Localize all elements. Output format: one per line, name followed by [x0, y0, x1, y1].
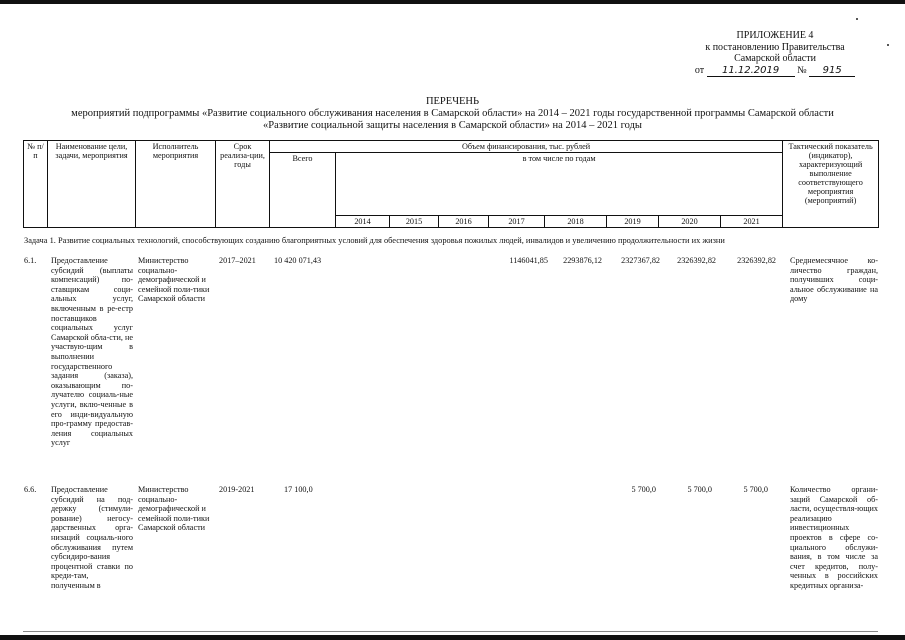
scan-top-edge: [0, 0, 905, 4]
row-executor: Министерство социально-демографической и семейной поли-тики Самарской области: [138, 485, 210, 533]
col-header-by-years: в том числе по годам: [336, 153, 783, 216]
appendix-resolution: к постановлению Правительства: [705, 41, 845, 53]
row-value-2020: 5 700,0: [687, 485, 712, 494]
col-header-name: Наименование цели, задачи, мероприятия: [48, 141, 136, 228]
col-header-no: № п/п: [24, 141, 48, 228]
appendix-region: Самарской области: [734, 53, 816, 64]
col-header-year: 2016: [439, 216, 489, 228]
col-header-term: Срок реализа-ции, годы: [216, 141, 270, 228]
row-indicator: Среднемесячное ко-личество граждан, получивших соци-альное обслуживание на дому: [790, 256, 878, 304]
table-header: [23, 140, 879, 228]
appendix-date-line: от 11.12.2019 № 915: [655, 65, 895, 78]
heading-title: ПЕРЕЧЕНЬ: [425, 96, 480, 107]
row-value-2021: 2326392,82: [737, 256, 776, 265]
col-header-year: 2021: [721, 216, 783, 228]
row-total: 10 420 071,43: [274, 256, 322, 265]
document-heading: [0, 96, 905, 132]
col-header-executor: Исполнитель мероприятия: [136, 141, 216, 228]
row-term: 2017–2021: [219, 256, 256, 265]
appendix-number: 915: [809, 65, 855, 78]
heading-line-2: мероприятий подпрограммы «Развитие социального обслуживания населения в Самарской области» на 2014 – 2021 годы государственной программы Самарской области: [71, 108, 834, 119]
row-value-2018: 2293876,12: [563, 256, 602, 265]
appendix-date: 11.12.2019: [707, 65, 795, 78]
col-header-year: 2014: [336, 216, 390, 228]
page-bottom-rule: [23, 631, 878, 632]
heading-line-3: «Развитие социальной защиты населения в Самарской области» на 2014 – 2021 годы: [263, 120, 642, 131]
col-header-year: 2015: [390, 216, 439, 228]
col-header-total: Всего: [270, 153, 336, 228]
row-number: 6.1.: [24, 256, 37, 265]
row-total: 17 100,0: [284, 485, 313, 494]
col-header-volume: Объем финансирования, тыс. рублей: [270, 141, 783, 153]
col-header-year: 2019: [607, 216, 659, 228]
row-executor: Министерство социально-демографической и семейной поли-тики Самарской области: [138, 256, 210, 304]
row-value-2017: 1146041,85: [509, 256, 548, 265]
row-value-2019: 5 700,0: [631, 485, 656, 494]
row-value-2019: 2327367,82: [621, 256, 660, 265]
row-term: 2019-2021: [219, 485, 255, 494]
col-header-year: 2018: [545, 216, 607, 228]
row-number: 6.6.: [24, 485, 37, 494]
scan-bottom-edge: [0, 635, 905, 640]
task-heading: Задача 1. Развитие социальных технологий, способствующих созданию благоприятных условий для обеспечения здоровья пожилых людей, инвалидов и увеличению продолжительности их жизни: [24, 236, 725, 245]
row-indicator: Количество органи-заций Самарской об-ласти, осуществля-ющих реализацию инвестиционных проектов в сфере со-циального обслужи-вания, в том числе за счет кредитов, полу-ченных в российских кредитных организа-: [790, 485, 878, 590]
scan-speck: [856, 18, 858, 20]
row-value-2021: 5 700,0: [743, 485, 768, 494]
col-header-year: 2017: [489, 216, 545, 228]
row-value-2020: 2326392,82: [677, 256, 716, 265]
row-activity-name: Предоставление субсидий (выплаты компенсаций) по-ставщикам соци-альных услуг, включенным в ре-естр поставщиков социальных услуг Самарской обла-сти, не участвую-щим в выполнении государственного задания (заказа), оказывающим по-лучателю социаль-ные услуги, вклю-ченные в его инди-видуальную про-грамму предостав-ления социальных услуг: [51, 256, 133, 448]
row-activity-name: Предоставление субсидий на под-держку (стимули-рование) негосу-дарственных орга-низаций социаль-ного обслуживания путем субсидиро-вания процентной ставки по креди-там, полученным в: [51, 485, 133, 590]
col-header-indicator: Тактический показатель (индикатор), характеризующий выполнение соответствующего мероприятия (мероприятий): [783, 141, 879, 228]
col-header-year: 2020: [659, 216, 721, 228]
appendix-header: [655, 30, 895, 77]
appendix-title: ПРИЛОЖЕНИЕ 4: [736, 30, 814, 41]
